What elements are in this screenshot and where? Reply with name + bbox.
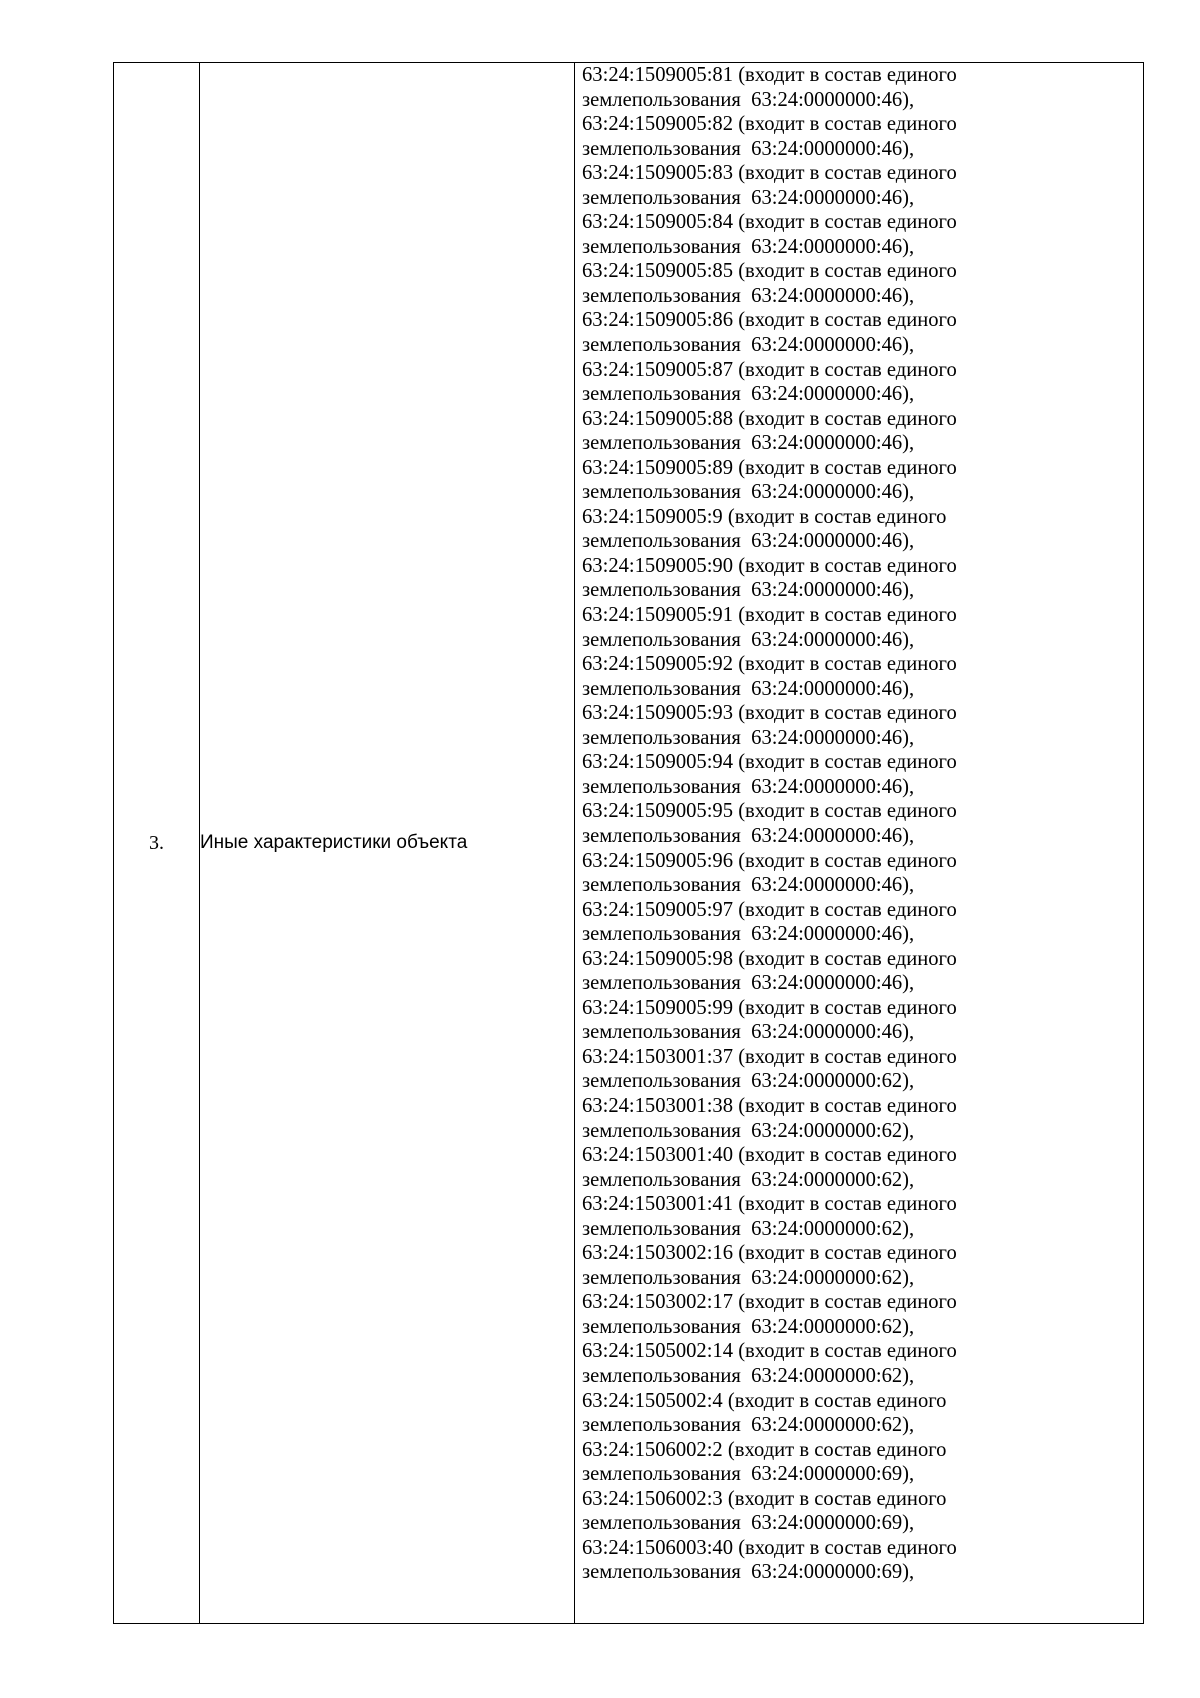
usage-id: 63:24:0000000:46), [751,88,915,111]
parcel-number: 63:24:1509005:9 [582,505,723,528]
usage-line [582,186,1143,211]
usage-prefix: землепользования [582,923,741,946]
usage-prefix: землепользования [582,628,741,651]
parcel-note: (входит в состав единого [738,604,957,627]
usage-prefix: землепользования [582,1463,741,1486]
usage-prefix: землепользования [582,1168,741,1191]
usage-id: 63:24:0000000:62), [751,1217,915,1240]
list-item [582,505,1143,554]
usage-line [582,1266,1143,1291]
list-item [582,1192,1143,1241]
usage-id: 63:24:0000000:46), [751,677,915,700]
table-row [114,63,1144,1624]
parcel-line [582,1438,1143,1463]
parcel-note: (входит в состав единого [738,898,957,921]
parcel-note: (входит в состав единого [738,849,957,872]
parcel-note: (входит в состав единого [738,653,957,676]
usage-line [582,1119,1143,1144]
usage-prefix: землепользования [582,1414,741,1437]
list-item [582,652,1143,701]
parcel-line [582,996,1143,1021]
parcel-note: (входит в состав единого [738,751,957,774]
parcel-line [582,898,1143,923]
parcel-line [582,1094,1143,1119]
parcel-line [582,210,1143,235]
parcel-line [582,603,1143,628]
parcel-note: (входит в состав единого [738,1340,957,1363]
usage-prefix: землепользования [582,1217,741,1240]
usage-id: 63:24:0000000:46), [751,186,915,209]
usage-prefix: землепользования [582,726,741,749]
usage-line [582,1069,1143,1094]
usage-id: 63:24:0000000:62), [751,1315,915,1338]
parcel-note: (входит в состав единого [738,1242,957,1265]
parcel-note: (входит в состав единого [727,505,947,528]
row-number: 3. [114,63,200,1624]
parcel-line [582,1536,1143,1561]
usage-prefix: землепользования [582,235,741,258]
usage-id: 63:24:0000000:46), [751,824,915,847]
usage-line [582,1020,1143,1045]
parcel-note: (входит в состав единого [727,1389,947,1412]
usage-prefix: землепользования [582,334,741,357]
parcel-number: 63:24:1509005:92 [582,653,734,676]
usage-line [582,480,1143,505]
list-item [582,112,1143,161]
characteristics-table [113,62,1144,1624]
parcel-number: 63:24:1509005:86 [582,309,734,332]
parcel-line [582,308,1143,333]
list-item [582,259,1143,308]
usage-id: 63:24:0000000:46), [751,284,915,307]
parcel-note: (входит в состав единого [738,800,957,823]
parcel-line [582,1487,1143,1512]
usage-prefix: землепользования [582,186,741,209]
list-item [582,1241,1143,1290]
parcel-line [582,1192,1143,1217]
usage-prefix: землепользования [582,775,741,798]
usage-line [582,922,1143,947]
parcel-number: 63:24:1509005:93 [582,702,734,725]
parcel-number: 63:24:1503001:41 [582,1193,734,1216]
list-item [582,161,1143,210]
list-item [582,210,1143,259]
usage-id: 63:24:0000000:46), [751,579,915,602]
usage-id: 63:24:0000000:46), [751,137,915,160]
list-item [582,554,1143,603]
parcel-number: 63:24:1509005:98 [582,947,734,970]
usage-prefix: землепользования [582,481,741,504]
parcel-number: 63:24:1503002:16 [582,1242,734,1265]
parcel-line [582,554,1143,579]
usage-prefix: землепользования [582,677,741,700]
parcel-note: (входит в состав единого [738,702,957,725]
list-item [582,947,1143,996]
usage-id: 63:24:0000000:62), [751,1266,915,1289]
usage-line [582,88,1143,113]
usage-id: 63:24:0000000:46), [751,726,915,749]
usage-line [582,824,1143,849]
parcel-note: (входит в состав единого [738,996,957,1019]
usage-prefix: землепользования [582,824,741,847]
parcel-line [582,407,1143,432]
list-item [582,1536,1143,1585]
usage-prefix: землепользования [582,972,741,995]
parcel-note: (входит в состав единого [738,1193,957,1216]
list-item [582,1143,1143,1192]
usage-id: 63:24:0000000:69), [751,1561,915,1584]
usage-id: 63:24:0000000:69), [751,1512,915,1535]
parcel-note: (входит в состав единого [738,947,957,970]
list-item [582,750,1143,799]
parcel-note: (входит в состав единого [738,162,957,185]
parcel-line [582,799,1143,824]
parcel-note: (входит в состав единого [738,358,957,381]
usage-prefix: землепользования [582,1561,741,1584]
parcel-line [582,1389,1143,1414]
list-item [582,898,1143,947]
parcel-note: (входит в состав единого [738,456,957,479]
usage-id: 63:24:0000000:62), [751,1119,915,1142]
parcel-note: (входит в состав единого [738,113,957,136]
parcel-number: 63:24:1503001:38 [582,1094,734,1117]
list-item [582,308,1143,357]
list-item [582,701,1143,750]
parcel-number: 63:24:1505002:14 [582,1340,734,1363]
usage-id: 63:24:0000000:46), [751,481,915,504]
usage-prefix: землепользования [582,530,741,553]
parcel-note: (входит в состав единого [738,1094,957,1117]
parcel-line [582,1241,1143,1266]
usage-line [582,431,1143,456]
parcel-number: 63:24:1506002:3 [582,1487,723,1510]
usage-line [582,1364,1143,1389]
usage-id: 63:24:0000000:46), [751,923,915,946]
usage-id: 63:24:0000000:62), [751,1414,915,1437]
usage-line [582,1168,1143,1193]
usage-prefix: землепользования [582,284,741,307]
usage-line [582,775,1143,800]
list-item [582,799,1143,848]
parcel-number: 63:24:1509005:88 [582,407,734,430]
usage-line [582,873,1143,898]
list-item [582,1339,1143,1388]
parcel-note: (входит в состав единого [738,1291,957,1314]
usage-line [582,971,1143,996]
parcel-note: (входит в состав единого [738,1144,957,1167]
parcel-line [582,358,1143,383]
usage-id: 63:24:0000000:62), [751,1168,915,1191]
parcel-line [582,947,1143,972]
parcel-line [582,849,1143,874]
parcel-number: 63:24:1509005:99 [582,996,734,1019]
list-item [582,996,1143,1045]
parcel-number: 63:24:1509005:95 [582,800,734,823]
usage-id: 63:24:0000000:46), [751,628,915,651]
parcel-line [582,701,1143,726]
usage-prefix: землепользования [582,1119,741,1142]
parcel-line [582,112,1143,137]
usage-prefix: землепользования [582,383,741,406]
usage-id: 63:24:0000000:46), [751,432,915,455]
parcel-number: 63:24:1509005:84 [582,211,734,234]
parcel-line [582,1339,1143,1364]
usage-id: 63:24:0000000:46), [751,874,915,897]
parcel-number: 63:24:1506003:40 [582,1536,734,1559]
list-item [582,1438,1143,1487]
row-value-cell [575,63,1144,1624]
parcel-note: (входит в состав единого [738,260,957,283]
usage-line [582,628,1143,653]
parcel-list [575,63,1143,1585]
parcel-note: (входит в состав единого [738,407,957,430]
usage-prefix: землепользования [582,874,741,897]
parcel-number: 63:24:1509005:82 [582,113,734,136]
usage-prefix: землепользования [582,137,741,160]
usage-id: 63:24:0000000:46), [751,972,915,995]
usage-prefix: землепользования [582,1021,741,1044]
usage-prefix: землепользования [582,88,741,111]
usage-id: 63:24:0000000:46), [751,530,915,553]
usage-line [582,333,1143,358]
parcel-number: 63:24:1503001:37 [582,1045,734,1068]
parcel-line [582,161,1143,186]
usage-line [582,1217,1143,1242]
usage-id: 63:24:0000000:46), [751,1021,915,1044]
parcel-line [582,456,1143,481]
list-item [582,603,1143,652]
parcel-line [582,1290,1143,1315]
parcel-number: 63:24:1509005:87 [582,358,734,381]
usage-line [582,726,1143,751]
parcel-note: (входит в состав единого [738,309,957,332]
row-name: Иные характеристики объекта [200,63,575,1624]
usage-prefix: землепользования [582,1364,741,1387]
parcel-number: 63:24:1509005:96 [582,849,734,872]
usage-prefix: землепользования [582,1315,741,1338]
list-item [582,1389,1143,1438]
usage-line [582,529,1143,554]
usage-line [582,1560,1143,1585]
usage-id: 63:24:0000000:46), [751,383,915,406]
parcel-number: 63:24:1509005:83 [582,162,734,185]
list-item [582,63,1143,112]
usage-line [582,137,1143,162]
list-item [582,1290,1143,1339]
usage-line [582,1511,1143,1536]
usage-line [582,235,1143,260]
parcel-note: (входит в состав единого [738,211,957,234]
list-item [582,1487,1143,1536]
usage-id: 63:24:0000000:46), [751,775,915,798]
usage-id: 63:24:0000000:69), [751,1463,915,1486]
parcel-number: 63:24:1509005:81 [582,64,734,86]
usage-line [582,677,1143,702]
usage-prefix: землепользования [582,1512,741,1535]
usage-line [582,1315,1143,1340]
list-item [582,849,1143,898]
list-item [582,456,1143,505]
usage-line [582,1462,1143,1487]
parcel-line [582,505,1143,530]
usage-id: 63:24:0000000:46), [751,235,915,258]
list-item [582,407,1143,456]
parcel-number: 63:24:1505002:4 [582,1389,723,1412]
parcel-number: 63:24:1509005:91 [582,604,734,627]
parcel-number: 63:24:1509005:90 [582,554,734,577]
list-item [582,358,1143,407]
parcel-line [582,750,1143,775]
parcel-number: 63:24:1509005:94 [582,751,734,774]
parcel-number: 63:24:1506002:2 [582,1438,723,1461]
parcel-note: (входит в состав единого [738,1045,957,1068]
parcel-note: (входит в состав единого [738,64,957,86]
usage-id: 63:24:0000000:62), [751,1364,915,1387]
usage-line [582,284,1143,309]
usage-line [582,578,1143,603]
usage-id: 63:24:0000000:46), [751,334,915,357]
parcel-number: 63:24:1509005:85 [582,260,734,283]
parcel-number: 63:24:1503002:17 [582,1291,734,1314]
parcel-note: (входит в состав единого [738,1536,957,1559]
parcel-number: 63:24:1503001:40 [582,1144,734,1167]
parcel-line [582,652,1143,677]
usage-prefix: землепользования [582,1266,741,1289]
parcel-line [582,1045,1143,1070]
usage-line [582,382,1143,407]
usage-prefix: землепользования [582,432,741,455]
list-item [582,1094,1143,1143]
usage-prefix: землепользования [582,579,741,602]
parcel-line [582,259,1143,284]
usage-line [582,1413,1143,1438]
parcel-note: (входит в состав единого [727,1438,947,1461]
parcel-line [582,1143,1143,1168]
list-item [582,1045,1143,1094]
parcel-line [582,63,1143,88]
parcel-note: (входит в состав единого [727,1487,947,1510]
usage-id: 63:24:0000000:62), [751,1070,915,1093]
parcel-number: 63:24:1509005:89 [582,456,734,479]
parcel-note: (входит в состав единого [738,554,957,577]
usage-prefix: землепользования [582,1070,741,1093]
parcel-number: 63:24:1509005:97 [582,898,734,921]
